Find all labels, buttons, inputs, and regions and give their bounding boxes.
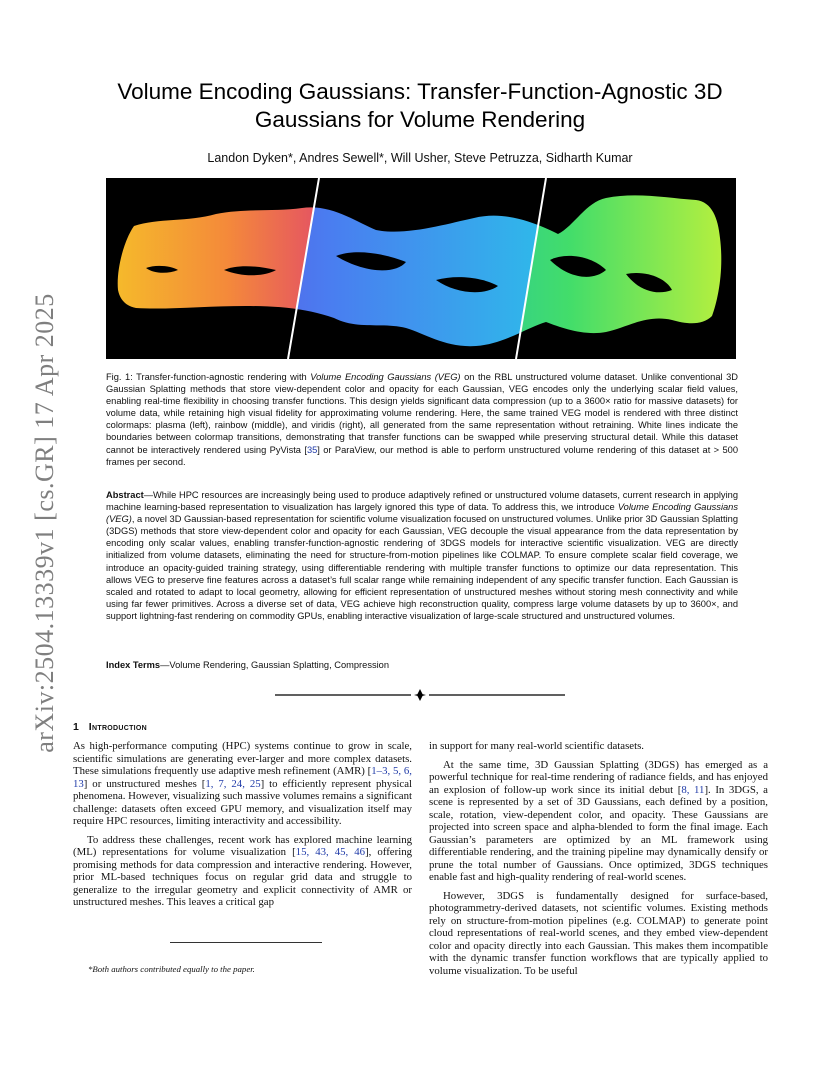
footnote-rule — [170, 942, 322, 943]
caption-text: on the RBL unstructured volume dataset. Unlike conventional 3D Gaussian Splatting methods that store view-dependent color and opacity for each Gaussian, VEG encodes only the underlying scalar field values, enabling real-time flexibility in choosing transfer functions. This design yields significant data compression (up to a — [106, 372, 738, 407]
title-line-1: Volume Encoding Gaussians: Transfer-Function-Agnostic 3D — [117, 79, 723, 104]
paragraph-text: ]. In 3DGS, a scene is represented by a set of 3D Gaussians, each defined by a position, scale, rotation, view-dependent color, and opacity. These Gaussians are projected into screen space and alpha-blended to form the final image. Each Gaussian’s parameters are optimized by an ML framework using differentiable rendering, and the training pipeline may dynamically densify or prune the total number of Gaussians. Once optimized, 3DGS techniques enable fast and high-quality rendering of real-world scenes. — [429, 783, 768, 883]
paper-title — [80, 78, 760, 134]
citation-link[interactable]: 1–3, 5, 6, 13 — [73, 765, 412, 790]
caption-text: frames per second. — [106, 456, 186, 467]
section-divider — [275, 688, 565, 702]
abstract-method: Volume Encoding Gaussians (VEG) — [106, 502, 738, 525]
figure-caption — [106, 371, 738, 468]
caption-text: ratio for massive datasets) for volume data, while retaining high visual fidelity for approximating volume rendering. Here, the same trained VEG model is rendered with three distinct colormaps: plasma (left), rainbow (middle), and viridis (right), all generated from the same representation without retraining. White lines indicate the boundaries between colormap transitions, demonstrating that transfer functions can be swapped while preserving structural detail. While this dataset cannot be interactively rendered using PyVista [ — [106, 396, 738, 455]
paragraph — [73, 740, 412, 828]
abstract-label: Abstract — [106, 490, 144, 500]
index-terms-text: —Volume Rendering, Gaussian Splatting, Compression — [160, 660, 390, 670]
paragraph-text: ], offering promising methods for data compression and interactive rendering. However, prior ML-based techniques focus on regular grid data and struggle to generalize to the irregular geometry and explicit connectivity of AMR or unstructured meshes. This leaves a critical gap — [73, 846, 412, 908]
citation-link[interactable]: 1, 7, 24, 25 — [205, 777, 261, 790]
abstract-text: , a novel 3D Gaussian-based representation for scientific volume visualization focused on unstructured volumes. Unlike prior 3D Gaussian Splatting (3DGS) methods that store view-dependent color and opacity for each Gaussian, VEG decouple the visual appearance from the data representation by encoding only scalar values, enabling transfer-function-agnostic rendering of 3DGS models for interactive scientific visualization. VEG are directly initialized from volume datasets, eliminating the need for structure-from-motion pipelines like COLMAP. To ensure complete scalar field coverage, we introduce an opacity-guided training strategy, using differentiable rendering with multiple transfer functions to optimize our data representation. This allows VEG to preserve fine features across a dataset’s full scalar range while remaining independent of any specific transfer function. Each Gaussian is scaled and rotated to adapt to local geometry, allowing for efficient representation of unstructured meshes without storing mesh connectivity and while using far fewer primitives. Across a diverse set of data, VEG achieve high reconstruction quality, compress large volume datasets by up to — [106, 514, 738, 609]
paragraph: However, 3DGS is fundamentally designed for surface-based, photogrammetry-derived datasets, not scientific volumes. Existing methods rely on structure-from-motion pipelines (e.g. COLMAP) to generate point cloud representations of real-world scenes, and they embed view-dependent color and opacity directly into each Gaussian. This makes them incompatible with the dynamic transfer function workflows that are typically applied to volume visualization. To be useful — [429, 889, 768, 977]
section-number: 1 — [73, 721, 80, 733]
title-line-2: Gaussians for Volume Rendering — [254, 107, 586, 132]
right-column — [429, 740, 768, 983]
teaser-figure — [106, 178, 736, 359]
section-title: Introduction — [88, 721, 148, 733]
abstract — [106, 489, 738, 622]
author-list: Landon Dyken*, Andres Sewell*, Will Usher, Steve Petruzza, Sidharth Kumar — [207, 151, 633, 165]
paragraph — [429, 759, 768, 884]
caption-text: ] or ParaView, our method is able to perform unstructured volume rendering of this dataset at — [317, 444, 714, 455]
paragraph-text: ] or unstructured meshes [ — [83, 777, 206, 790]
caption-text: Transfer-function-agnostic rendering with — [132, 372, 311, 382]
paragraph-text: At the same time, 3D Gaussian Splatting (3DGS) has emerged as a powerful technique for real-time rendering of radiance fields, and has enjoyed an explosion of follow-up work since its initial debut [ — [429, 758, 768, 796]
paragraph — [73, 834, 412, 909]
caption-label: Fig. 1: — [106, 372, 133, 382]
citation-link[interactable]: 35 — [306, 444, 318, 455]
abstract-ratio: 3600× — [690, 598, 717, 609]
abstract-text: , and support lightning-fast rendering on commodity GPUs, enabling interactive visualization of large-scale structured and unstructured volumes. — [106, 598, 738, 621]
footnote: *Both authors contributed equally to the paper. — [88, 964, 255, 974]
paragraph-text: To address these challenges, recent work has explored machine learning (ML) representations for volume visualization [ — [73, 833, 412, 858]
section-heading — [73, 721, 147, 733]
paragraph: in support for many real-world scientific datasets. — [429, 740, 644, 752]
diamond-star-icon — [414, 689, 426, 701]
paragraph-text: ] to efficiently represent physical phenomena. However, visualizing such massive volumes remains a significant challenge: datasets often exceed GPU memory, and visualization itself may require HPC resources, limiting interactivity and accessibility. — [73, 777, 412, 827]
caption-method: Volume Encoding Gaussians (VEG) — [310, 372, 461, 382]
index-terms-label: Index Terms — [106, 660, 161, 670]
caption-fps: > 500 — [713, 444, 738, 455]
citation-link[interactable]: 15, 43, 45, 46 — [295, 846, 366, 858]
paragraph-text: As high-performance computing (HPC) systems continue to grow in scale, scientific simulations are generating ever-larger and more complex datasets. These simulations frequently use adaptive mesh refinement (AMR) [ — [73, 740, 412, 777]
caption-ratio: 3600× — [584, 396, 611, 407]
citation-link[interactable]: 8, 11 — [681, 783, 705, 796]
index-terms — [106, 660, 738, 670]
arxiv-stamp: arXiv:2504.13339v1 [cs.GR] 17 Apr 2025 — [30, 293, 59, 753]
abstract-text: —While HPC resources are increasingly being used to produce adaptively refined or unstructured volume datasets, current research in applying machine learning-based representation to visualization has largely ignored this type of data. To address this, we introduce — [106, 490, 738, 513]
left-column — [73, 740, 412, 915]
